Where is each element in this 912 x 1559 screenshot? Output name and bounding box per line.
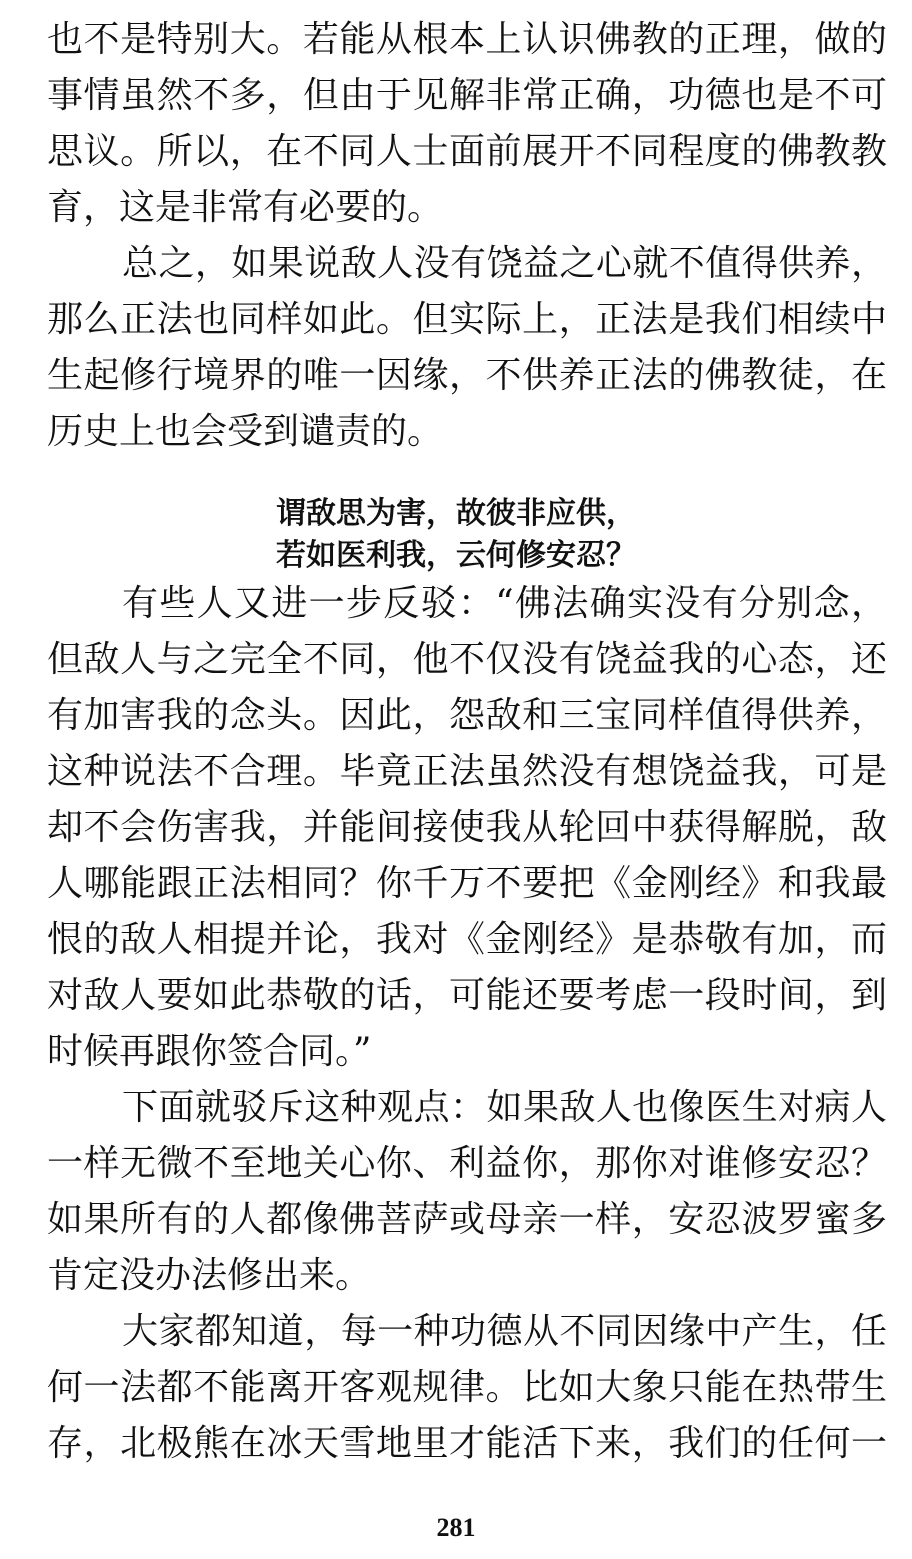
text-line: 思议。所以，在不同人士面前展开不同程度的佛教教 <box>47 131 887 172</box>
text-line: 生起修行境界的唯一因缘，不供养正法的佛教徒，在 <box>47 355 887 396</box>
text-line: 如果所有的人都像佛菩萨或母亲一样，安忍波罗蜜多 <box>47 1199 887 1240</box>
text-line: 总之，如果说敌人没有饶益之心就不值得供养， <box>122 243 887 284</box>
text-line: 那么正法也同样如此。但实际上，正法是我们相续中 <box>47 299 887 340</box>
page-number: 281 <box>436 1513 476 1542</box>
text-line: 时候再跟你签合同。” <box>47 1031 372 1072</box>
text-line: 历史上也会受到谴责的。 <box>47 411 444 452</box>
text-line: 育，这是非常有必要的。 <box>47 187 444 228</box>
text-line: 何一法都不能离开客观规律。比如大象只能在热带生 <box>47 1367 887 1408</box>
text-line: 肯定没办法修出来。 <box>47 1255 372 1296</box>
text-line: 事情虽然不多，但由于见解非常正确，功德也是不可 <box>47 75 887 116</box>
text-line: 但敌人与之完全不同，他不仅没有饶益我的心态，还 <box>47 639 887 680</box>
text-line: 有加害我的念头。因此，怨敌和三宝同样值得供养， <box>47 695 887 736</box>
text-line: 大家都知道，每一种功德从不同因缘中产生，任 <box>122 1311 887 1352</box>
text-line: 对敌人要如此恭敬的话，可能还要考虑一段时间，到 <box>47 975 887 1016</box>
text-line: 下面就驳斥这种观点：如果敌人也像医生对病人 <box>122 1087 887 1128</box>
text-line: 这种说法不合理。毕竟正法虽然没有想饶益我，可是 <box>47 751 887 792</box>
text-line: 也不是特别大。若能从根本上认识佛教的正理，做的 <box>47 19 887 60</box>
text-line: 有些人又进一步反驳：“佛法确实没有分别念， <box>122 583 887 624</box>
text-line: 人哪能跟正法相同？你千万不要把《金刚经》和我最 <box>47 863 887 904</box>
text-line: 存，北极熊在冰天雪地里才能活下来，我们的任何一 <box>47 1423 887 1464</box>
text-line: 却不会伤害我，并能间接使我从轮回中获得解脱，敌 <box>47 807 887 848</box>
verse-line: 若如医利我，云何修安忍？ <box>276 538 636 573</box>
text-line: 一样无微不至地关心你、利益你，那你对谁修安忍？ <box>47 1143 887 1184</box>
text-line: 恨的敌人相提并论，我对《金刚经》是恭敬有加，而 <box>47 919 887 960</box>
verse-line: 谓敌思为害，故彼非应供， <box>276 496 636 531</box>
